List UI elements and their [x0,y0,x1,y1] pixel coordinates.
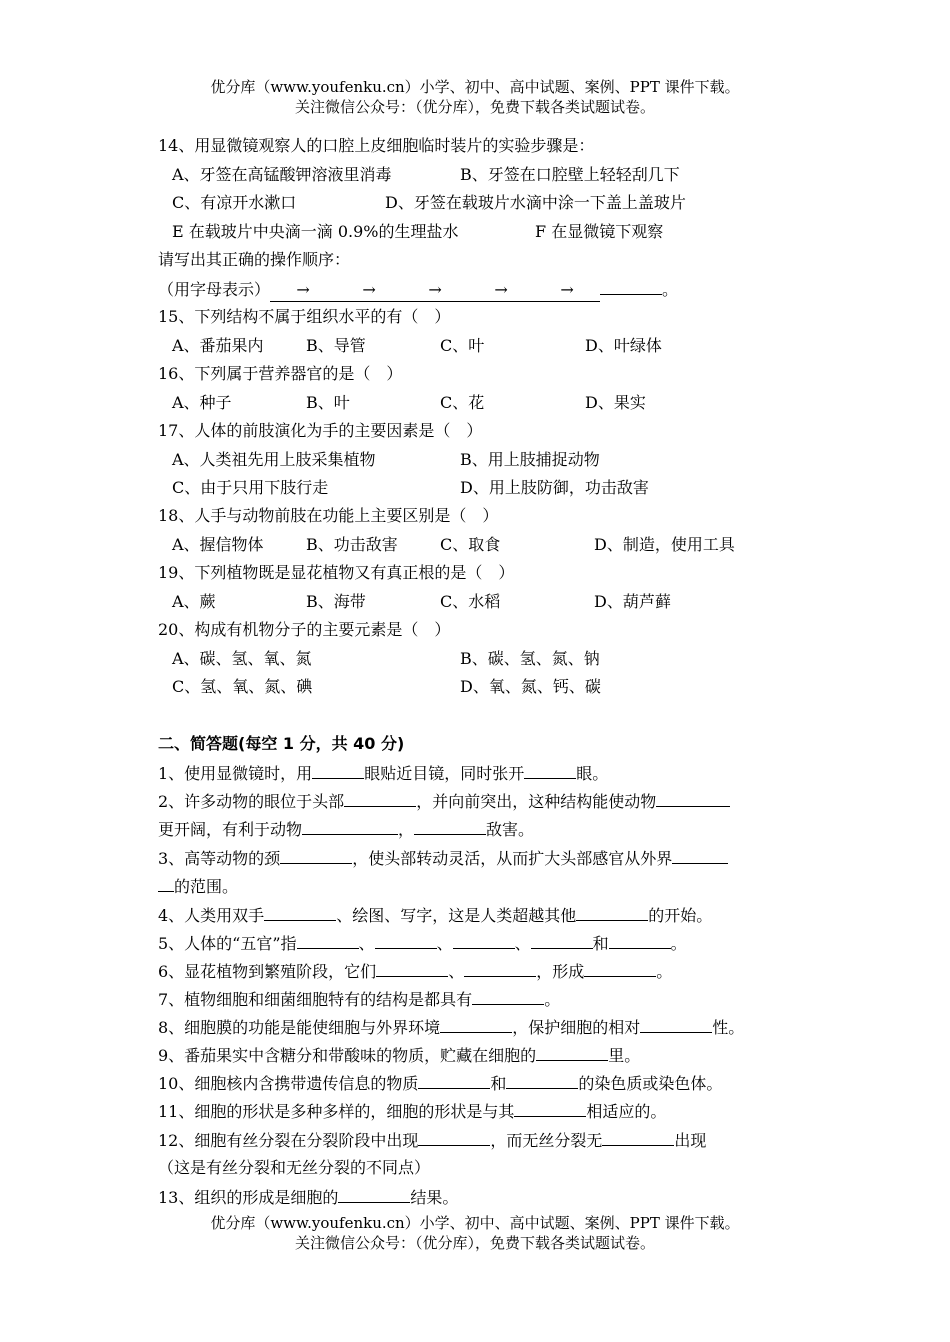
text-segment: ，使头部转动灵活，从而扩大头部感官从外界 [352,849,673,868]
text-segment: 、 [436,934,453,953]
text-segment: 性。 [712,1018,745,1037]
q14-order-slot: → [270,279,336,302]
q14-order-slot-end [600,278,662,295]
q18-option-a: A、握信物体 [172,535,264,554]
text-segment: 3、高等动物的颈 [158,849,281,868]
q20-option-b: B、碳、氢、氮、钠 [460,649,600,668]
q20-option-a: A、碳、氢、氧、氮 [172,649,312,668]
q20-stem: 20、构成有机物分子的主要元素是（ ） [158,620,451,639]
text-segment: 结果。 [410,1188,459,1207]
q15-stem: 15、下列结构不属于组织水平的有（ ） [158,307,451,326]
q14-order-slot: → [402,279,468,302]
answer-blank[interactable] [640,1016,712,1033]
q16-option-b: B、叶 [306,393,350,412]
s2-q3-line2 [158,875,238,898]
text-segment: 2、许多动物的眼位于头部 [158,792,345,811]
q15-option-b: B、导管 [306,336,366,355]
footer-line-2: 关注微信公众号：（优分库），免费下载各类试题试卷。 [294,1234,655,1252]
answer-blank[interactable] [672,847,728,864]
text-segment: 、 [448,962,465,981]
header-line-1: 优分库（www.youfenku.cn）小学、初中、高中试题、案例、PPT 课件下载。 [210,78,740,96]
text-segment: ， [398,820,415,839]
q17-option-b: B、用上肢捕捉动物 [460,450,600,469]
answer-blank[interactable] [514,1100,586,1117]
text-segment: 相适应的。 [586,1102,667,1121]
q18-option-d: D、制造，使用工具 [594,535,735,554]
text-segment: 。 [656,962,673,981]
q15-option-c: C、叶 [440,336,485,355]
text-segment: 13、组织的形成是细胞的 [158,1188,339,1207]
q14-option-c: C、有凉开水漱口 [172,193,297,212]
answer-blank[interactable] [536,1044,608,1061]
text-segment: 。 [670,934,687,953]
answer-blank[interactable] [312,762,364,779]
q16-stem: 16、下列属于营养器官的是（ ） [158,364,403,383]
text-segment: 7、植物细胞和细菌细胞特有的结构是都具有 [158,990,473,1009]
text-segment: 8、细胞膜的功能是能使细胞与外界环境 [158,1018,441,1037]
text-segment: 。 [544,990,561,1009]
text-segment: 、 [514,934,531,953]
text-segment: ，形成 [536,962,585,981]
answer-blank[interactable] [453,932,515,949]
s2-q11 [158,1100,666,1123]
s2-q12-line1 [158,1129,706,1152]
q16-option-a: A、种子 [172,393,232,412]
s2-q8 [158,1016,744,1039]
answer-blank[interactable] [280,847,352,864]
q19-option-d: D、葫芦藓 [594,592,671,611]
q17-option-a: A、人类祖先用上肢采集植物 [172,450,376,469]
answer-blank[interactable] [472,988,544,1005]
q19-stem: 19、下列植物既是显花植物又有真正根的是（ ） [158,563,515,582]
s2-q12-line2: （这是有丝分裂和无丝分裂的不同点） [158,1158,431,1177]
answer-blank[interactable] [506,1072,578,1089]
answer-blank[interactable] [609,932,671,949]
q19-option-c: C、水稻 [440,592,501,611]
answer-blank[interactable] [376,960,448,977]
q18-option-c: C、取食 [440,535,501,554]
q15-option-a: A、番茄果内 [172,336,264,355]
q18-stem: 18、人手与动物前肢在功能上主要区别是（ ） [158,506,499,525]
text-segment: 、绘图、写字，这是人类超越其他 [336,906,577,925]
answer-blank[interactable] [524,762,576,779]
text-segment: 6、显花植物到繁殖阶段，它们 [158,962,377,981]
answer-blank[interactable] [338,1186,410,1203]
q14-answer-line [158,278,678,302]
s2-q3-line1 [158,847,728,870]
text-segment: 眼。 [576,764,609,783]
answer-blank[interactable] [418,1129,490,1146]
q16-option-c: C、花 [440,393,485,412]
s2-q9 [158,1044,640,1067]
text-segment: ，保护细胞的相对 [512,1018,641,1037]
q18-option-b: B、功击敌害 [306,535,398,554]
answer-blank[interactable] [344,790,416,807]
text-segment: ，而无丝分裂无 [490,1131,603,1150]
q17-stem: 17、人体的前肢演化为手的主要因素是（ ） [158,421,483,440]
q14-option-a: A、牙签在高锰酸钾溶液里消毒 [172,165,392,184]
answer-blank[interactable] [414,818,486,835]
q14-option-b: B、牙签在口腔壁上轻轻刮几下 [460,165,680,184]
text-segment: 9、番茄果实中含糖分和带酸味的物质，贮藏在细胞的 [158,1046,537,1065]
text-segment: 和 [490,1074,507,1093]
s2-q6 [158,960,672,983]
q17-option-c: C、由于只用下肢行走 [172,478,329,497]
q14-order-slot: → [534,279,600,302]
q14-prompt: 请写出其正确的操作顺序： [158,250,351,269]
q16-option-d: D、果实 [585,393,646,412]
header-line-2: 关注微信公众号：（优分库），免费下载各类试题试卷。 [294,98,655,116]
q14-hint: （用字母表示） [158,280,271,299]
text-segment: 12、细胞有丝分裂在分裂阶段中出现 [158,1131,419,1150]
text-segment: 5、人体的“五官”指 [158,934,297,953]
q17-option-d: D、用上肢防御，功击敌害 [460,478,649,497]
answer-blank[interactable] [264,904,336,921]
answer-blank[interactable] [584,960,656,977]
s2-q2-line2 [158,818,534,841]
q14-option-d: D、牙签在载玻片水滴中涂一下盖上盖玻片 [385,193,686,212]
q14-stem: 14、用显微镜观察人的口腔上皮细胞临时装片的实验步骤是： [158,136,595,155]
q20-option-c: C、氢、氧、氮、碘 [172,677,313,696]
q14-order-slot: → [468,279,534,302]
s2-q1 [158,762,608,785]
answer-blank[interactable] [576,904,648,921]
q19-option-b: B、海带 [306,592,366,611]
q19-option-a: A、蕨 [172,592,216,611]
text-segment: 1、使用显微镜时，用 [158,764,313,783]
s2-q13 [158,1186,458,1209]
text-segment: 4、人类用双手 [158,906,265,925]
text-segment: 出现 [674,1131,707,1150]
s2-q5 [158,932,687,955]
text-segment: 里。 [608,1046,641,1065]
footer-line-1: 优分库（www.youfenku.cn）小学、初中、高中试题、案例、PPT 课件下载。 [210,1214,740,1232]
text-segment: 10、细胞核内含携带遗传信息的物质 [158,1074,419,1093]
answer-blank[interactable] [464,960,536,977]
text-segment: 敌害。 [486,820,535,839]
text-segment: 和 [592,934,609,953]
answer-blank[interactable] [440,1016,512,1033]
s2-q7 [158,988,560,1011]
answer-blank[interactable] [158,875,174,892]
text-segment: 更开阔，有利于动物 [158,820,303,839]
answer-blank[interactable] [656,790,730,807]
text-segment: 眼贴近目镜，同时张开 [364,764,525,783]
q14-option-e: E 在载玻片中央滴一滴 0.9%的生理盐水 [172,222,459,241]
text-segment: 11、细胞的形状是多种多样的，细胞的形状是与其 [158,1102,515,1121]
text-segment: 的染色质或染色体。 [578,1074,723,1093]
text-segment: ，并向前突出，这种结构能使动物 [416,792,657,811]
q15-option-d: D、叶绿体 [585,336,662,355]
text-segment: 的范围。 [174,877,239,896]
text-segment: 的开始。 [648,906,713,925]
q14-order-slot: → [336,279,402,302]
s2-q10 [158,1072,722,1095]
answer-blank[interactable] [418,1072,490,1089]
q14-option-f: F 在显微镜下观察 [535,222,664,241]
answer-blank[interactable] [531,932,593,949]
answer-blank[interactable] [602,1129,674,1146]
answer-blank[interactable] [302,818,398,835]
q20-option-d: D、氧、氮、钙、碳 [460,677,601,696]
text-segment: 、 [358,934,375,953]
answer-blank[interactable] [375,932,437,949]
q14-end: 。 [662,280,679,299]
s2-q2-line1 [158,790,730,813]
s2-q4 [158,904,712,927]
section-2-title: 二、简答题(每空 1 分，共 40 分) [158,734,405,753]
answer-blank[interactable] [297,932,359,949]
